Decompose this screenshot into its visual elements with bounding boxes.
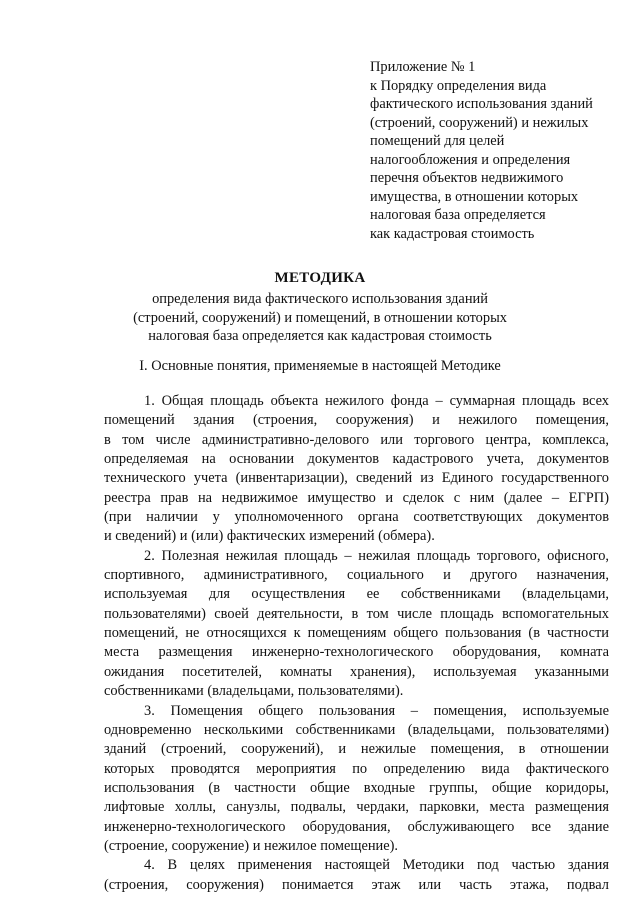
text-line: зданий (строений, сооружений), и нежилые помещения, в отношении [104, 741, 609, 758]
text-line: (строение, сооружение) и нежилое помещение). [104, 837, 399, 854]
appendix-line: Приложение № 1 [370, 59, 476, 75]
text-line: определяемая на основании документов кадастрового учета, документов [104, 451, 609, 468]
document-subtitle [0, 290, 640, 346]
text-line: (при наличии у уполномоченного органа соответствующих документов [104, 509, 609, 526]
document-title: МЕТОДИКА [274, 270, 366, 286]
appendix-line: налогообложения и определения [370, 151, 571, 168]
text-line: спортивного, административного, социального и другого назначения, [104, 567, 609, 584]
title-block [0, 268, 640, 346]
text-line: которых проводятся мероприятия по определению вида фактического [104, 760, 609, 777]
text-line: пользователями) своей деятельности, в том числе площадь вспомогательных [104, 605, 609, 622]
appendix-line: перечня объектов недвижимого [370, 170, 564, 186]
text-line: (строения, сооружения) понимается этаж или часть этажа, подвал [104, 876, 609, 893]
text-line: использования (в частности общие входные группы, общие коридоры, [104, 779, 609, 796]
appendix-line: помещений для целей [370, 133, 505, 149]
text-line: одновременно несколькими собственниками (владельцами, пользователями) [104, 721, 609, 738]
paragraph-4 [104, 856, 609, 895]
text-line: технического учета (инвентаризации), сведений из Единого государственного [104, 470, 609, 487]
text-line: помещений здания (строения, сооружения) и нежилого помещения, [104, 412, 609, 429]
paragraph-2 [104, 547, 609, 702]
text-line: 1. Общая площадь объекта нежилого фонда – суммарная площадь всех [144, 393, 609, 409]
text-line: собственниками (владельцами, пользователями). [104, 683, 404, 700]
text-line: 3. Помещения общего пользования – помещения, используемые [144, 702, 609, 719]
paragraph-3 [104, 702, 609, 857]
text-line: инженерно-технологического оборудования, обслуживающего все здание [104, 818, 609, 835]
subtitle-line: (строений, сооружений) и помещений, в отношении которых [133, 309, 507, 326]
text-line: используемая для осуществления ее собственниками (владельцами, [104, 586, 609, 603]
appendix-line: налоговая база определяется [370, 207, 546, 223]
text-line: реестра прав на недвижимое имущество и сделок с ним (далее – ЕГРП) [104, 489, 609, 506]
appendix-line: фактического использования зданий [370, 96, 593, 112]
text-line: помещений, не относящихся к помещениям общего пользования (в частности [104, 625, 609, 642]
appendix-line: как кадастровая стоимость [370, 225, 535, 242]
body-text [104, 392, 609, 895]
text-line: 2. Полезная нежилая площадь – нежилая площадь торгового, офисного, [144, 547, 609, 564]
text-line: ожидания посетителей, комнаты хранения), используемая указанными [104, 663, 609, 680]
appendix-line: к Порядку определения вида [370, 77, 547, 94]
text-line: 4. В целях применения настоящей Методики под частью здания [144, 857, 609, 874]
text-line: лифтовые холлы, санузлы, подвалы, чердаки, парковки, места размещения [104, 799, 609, 816]
section-heading: I. Основные понятия, применяемые в настоящей Методике [139, 358, 501, 374]
text-line: места размещения инженерно-технологического оборудования, комната [104, 644, 609, 661]
appendix-note [370, 58, 620, 243]
appendix-line: имущества, в отношении которых [370, 188, 579, 205]
subtitle-line: налоговая база определяется как кадастровая стоимость [148, 328, 492, 344]
paragraph-1 [104, 392, 609, 547]
appendix-line: (строений, сооружений) и нежилых [370, 114, 589, 131]
subtitle-line: определения вида фактического использования зданий [152, 291, 488, 307]
text-line: в том числе административно-делового или торгового центра, комплекса, [104, 431, 609, 448]
text-line: и сведений) и (или) фактических измерений (обмера). [104, 528, 435, 545]
